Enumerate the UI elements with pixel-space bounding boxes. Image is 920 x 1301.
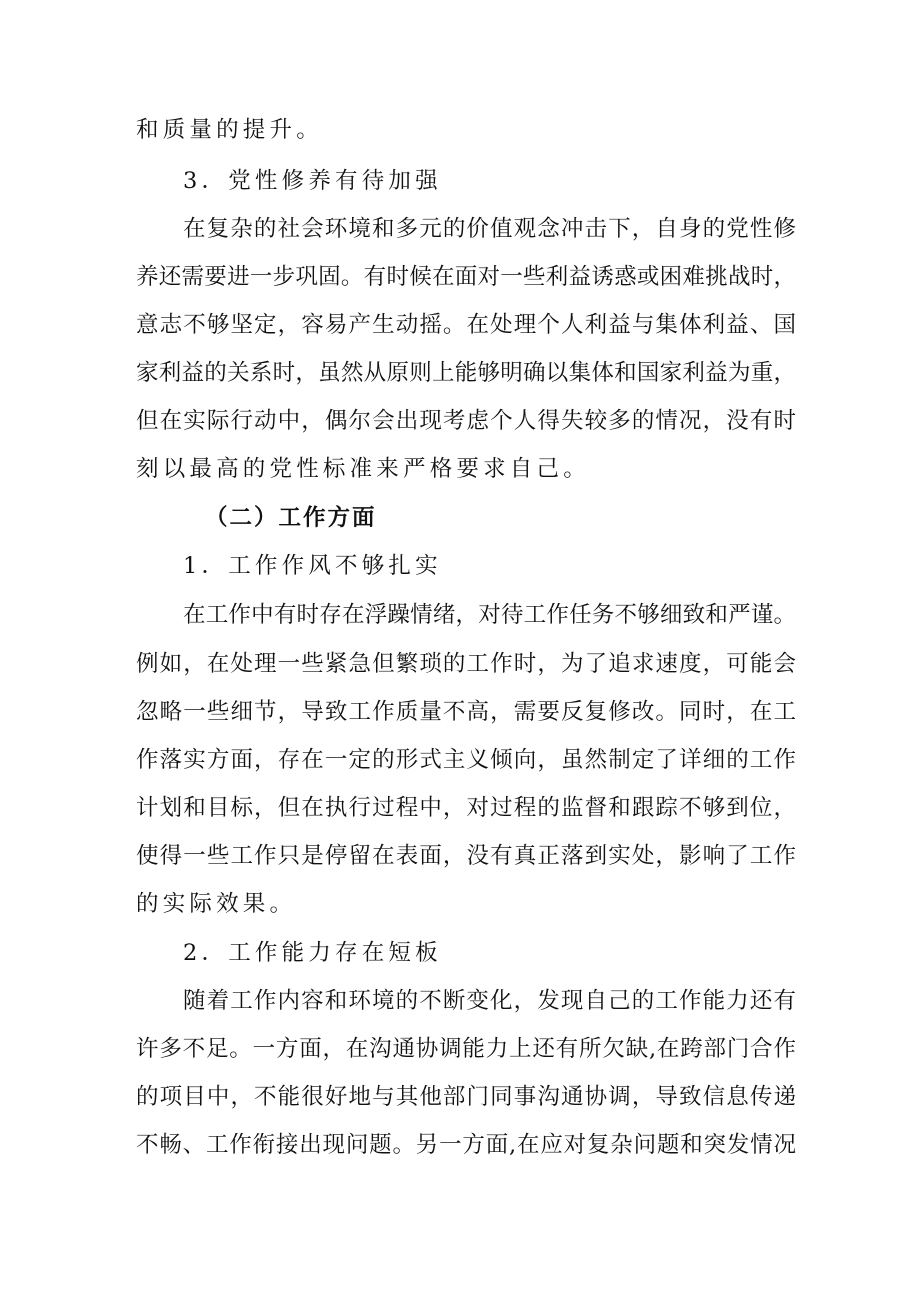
paragraph-line: 的实际效果。	[136, 891, 297, 917]
paragraph-line: 家利益的关系时，虽然从原则上能够明确以集体和国家利益为重，	[136, 360, 796, 386]
paragraph-line: 的项目中，不能很好地与其他部门同事沟通协调，导致信息传递	[136, 1084, 796, 1110]
paragraph-line: 但在实际行动中，偶尔会出现考虑个人得失较多的情况，没有时	[136, 408, 796, 434]
paragraph-line: 随着工作内容和环境的不断变化，发现自己的工作能力还有	[183, 988, 796, 1014]
paragraph-line: 养还需要进一步巩固。有时候在面对一些利益诱惑或困难挑战时，	[136, 264, 796, 290]
section-heading-work: （二）工作方面	[205, 505, 377, 531]
section-heading-1: 1．工作作风不够扎实	[183, 553, 442, 579]
paragraph-line: 在复杂的社会环境和多元的价值观念冲击下，自身的党性修	[183, 216, 796, 242]
paragraph-line: 忽略一些细节，导致工作质量不高，需要反复修改。同时，在工	[136, 699, 796, 725]
section-heading-2: 2．工作能力存在短板	[183, 940, 442, 966]
paragraph-line: 许多不足。一方面，在沟通协调能力上还有所欠缺,在跨部门合作	[136, 1036, 796, 1062]
paragraph-line: 刻以最高的党性标准来严格要求自己。	[136, 456, 590, 482]
paragraph-continuation: 和质量的提升。	[136, 117, 323, 143]
paragraph-line: 在工作中有时存在浮躁情绪，对待工作任务不够细致和严谨。	[183, 602, 796, 628]
paragraph-line: 作落实方面，存在一定的形式主义倾向，虽然制定了详细的工作	[136, 747, 796, 773]
paragraph-line: 例如，在处理一些紧急但繁琐的工作时，为了追求速度，可能会	[136, 651, 796, 677]
paragraph-line: 使得一些工作只是停留在表面，没有真正落到实处，影响了工作	[136, 843, 796, 869]
section-heading-3: 3．党性修养有待加强	[183, 168, 442, 194]
paragraph-line: 意志不够坚定，容易产生动摇。在处理个人利益与集体利益、国	[136, 312, 796, 338]
paragraph-line: 计划和目标，但在执行过程中，对过程的监督和跟踪不够到位，	[136, 795, 796, 821]
paragraph-line: 不畅、工作衔接出现问题。另一方面,在应对复杂问题和突发情况	[136, 1132, 796, 1158]
